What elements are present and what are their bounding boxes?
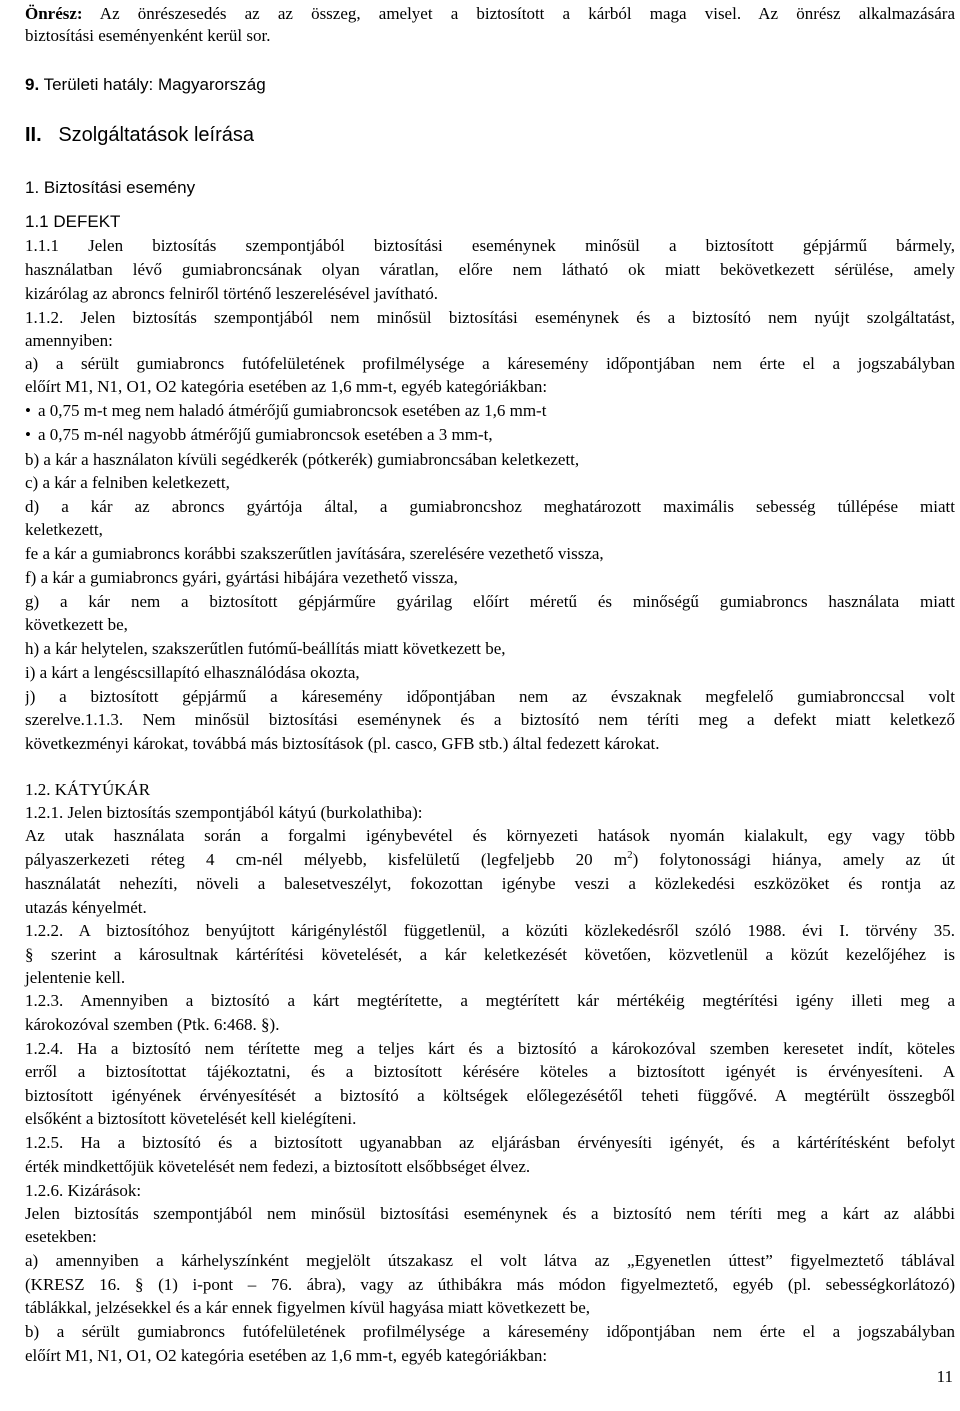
- text-line: használatban lévő gumiabroncsának olyan váratlan, előre nem látható ok miatt bekövetkezett sérülése, amely: [25, 260, 955, 279]
- text-line: 1.1.2. Jelen biztosítás szempontjából nem minősül biztosítási eseménynek és a biztosító nem nyújt szolgáltatást,: [25, 308, 955, 327]
- text-line: jelentenie kell.: [25, 968, 126, 987]
- text-line: 1.1.1 Jelen biztosítás szempontjából biztosítási eseménynek minősül a biztosított gépjármű bármely,: [25, 236, 955, 255]
- text-line: biztosítási eseményenként kerül sor.: [25, 26, 271, 45]
- text-line: kizárólag az abroncs felniről történő leszerelésével javítható.: [25, 284, 439, 303]
- text-line: 1.2. KÁTYÚKÁR: [25, 780, 151, 799]
- text-line: II. Szolgáltatások leírása: [25, 124, 255, 146]
- text-line: előírt M1, N1, O1, O2 kategória esetében az 1,6 mm-t, egyéb kategóriákban:: [25, 377, 548, 396]
- text-line: 1.2.6. Kizárások:: [25, 1181, 142, 1200]
- text-line: 1.2.3. Amennyiben a biztosító a kárt megtérítette, a megtérített kár mértékéig megtérítési igény illeti meg a: [25, 991, 955, 1010]
- text-line: b) a sérült gumiabroncs futófelületének profilmélysége a káresemény időpontjában nem érte el a jogszabályban: [25, 1322, 955, 1341]
- text-line: erről a biztosítottat tájékoztatni, és a biztosított kérésére köteles a biztosított igényét is érvényesíteni. A: [25, 1062, 955, 1081]
- text-line: pályaszerkezeti réteg 4 cm-nél mélyebb, kisfelületű (legfeljebb 20 $m^2$) folytonossági hiánya, amely az út: [25, 849, 955, 869]
- text-line: 1.2.5. Ha a biztosító és a biztosított ugyanabban az eljárásban érvényesíti igényét, és a kártérítésként befolyt: [25, 1133, 955, 1152]
- text-line: Az utak használata során a forgalmi igénybevétel és környezeti hatások nyomán kialakult, egy vagy több: [25, 826, 955, 845]
- text-line: keletkezett,: [25, 520, 103, 539]
- text-line: biztosított igényének érvényesítését a biztosító a költségek előlegezésétől teheti függővé. A megtérült összegből: [25, 1086, 955, 1105]
- text-line: 1.2.2. A biztosítóhoz benyújtott kárigényléstől függetlenül, a közúti közlekedésről szóló 1988. évi I. törvény 35.: [25, 921, 955, 940]
- text-line: esetekben:: [25, 1227, 97, 1246]
- text-line: amennyiben:: [25, 331, 113, 350]
- text-line: károkozóval szemben (Ptk. 6:468. §).: [25, 1015, 280, 1034]
- text-line: j) a biztosított gépjármű a káresemény időpontjában nem az évszaknak megfelelő gumiabronccsal volt: [25, 687, 955, 706]
- text-line: használatát nehezíti, növeli a balesetveszélyt, fokozottan igénybe veszi a közlekedési eszközöket és rontja az: [25, 874, 955, 893]
- text-line: következett be,: [25, 615, 128, 634]
- text-line: Jelen biztosítás szempontjából nem minősül biztosítási eseménynek és a biztosító nem téríti meg a kárt az alábbi: [25, 1204, 955, 1223]
- text-line: előírt M1, N1, O1, O2 kategória esetében az 1,6 mm-t, egyéb kategóriákban:: [25, 1346, 548, 1365]
- text-line: c) a kár a felniben keletkezett,: [25, 473, 230, 492]
- text-line: a) amennyiben a kárhelyszínként megjelölt útszakasz el volt látva az „Egyenetlen úttest” figyelmeztető táblával: [25, 1251, 955, 1270]
- text-line: szerelve.1.1.3. Nem minősül biztosítási eseménynek és a biztosító nem téríti meg a defekt miatt keletkező: [25, 710, 955, 729]
- text-line: következményi károkat, továbbá más biztosítások (pl. casco, GFB stb.) által fedezett károkat.: [25, 734, 660, 753]
- text-line: 1.2.1. Jelen biztosítás szempontjából kátyú (burkolathiba):: [25, 803, 423, 822]
- text-line: b) a kár a használaton kívüli segédkerék (pótkerék) gumiabroncsában keletkezett,: [25, 450, 580, 469]
- text-line: 1.2.4. Ha a biztosító nem térítette meg a teljes kárt és a biztosító a károkozóval szemben keresetet indít, köteles: [25, 1039, 955, 1058]
- text-line: (KRESZ 16. § (1) i-pont – 76. ábra), vagy az úthibákra más módon figyelmeztető, egyéb (pl. sebességkorlátozó): [25, 1275, 955, 1294]
- text-line: utazás kényelmét.: [25, 898, 147, 917]
- text-line: elsőként a biztosított követelését kell kielégíteni.: [25, 1109, 357, 1128]
- text-line: 1.1 DEFEKT: [25, 212, 121, 231]
- text-line: • a 0,75 m-t meg nem haladó átmérőjű gumiabroncsok esetében az 1,6 mm-t: [37, 400, 955, 422]
- text-line: fe a kár a gumiabroncs korábbi szakszerűtlen javítására, szerelésére vezethető vissza,: [25, 544, 604, 563]
- text-line: • a 0,75 m-nél nagyobb átmérőjű gumiabroncsok esetében a 3 mm-t,: [37, 424, 955, 446]
- page-number: 11: [936, 1367, 953, 1386]
- text-line: h) a kár helytelen, szakszerűtlen futómű-beállítás miatt következett be,: [25, 639, 506, 658]
- text-line: érték mindkettőjük követelését nem fedezi, a biztosított elsőbbséget élvez.: [25, 1157, 531, 1176]
- text-line: d) a kár az abroncs gyártója által, a gumiabroncshoz meghatározott maximális sebesség túllépése miatt: [25, 497, 955, 516]
- text-line: a) a sérült gumiabroncs futófelületének profilmélysége a káresemény időpontjában nem érte el a jogszabályban: [25, 354, 955, 373]
- text-line: g) a kár nem a biztosított gépjárműre gyárilag előírt méretű és minőségű gumiabroncs használata miatt: [25, 592, 955, 611]
- text-line: i) a kárt a lengéscsillapító elhasználódása okozta,: [25, 663, 360, 682]
- text-line: § szerint a károsultnak kártérítési követelését, a kár keletkezését követően, közvetlenül a közút kezelőjéhez is: [25, 945, 955, 964]
- text-line: táblákkal, jelzésekkel és a kár ennek figyelmen kívül hagyása miatt következett be,: [25, 1298, 591, 1317]
- text-line: 9. Területi hatály: Magyarország: [25, 75, 266, 94]
- text-line: 1. Biztosítási esemény: [25, 178, 196, 197]
- text-line: f) a kár a gumiabroncs gyári, gyártási hibájára vezethető vissza,: [25, 568, 458, 587]
- text-line: Önrész: Az önrészesedés az az összeg, amelyet a biztosított a kárból maga visel. Az önrész alkalmazására: [25, 4, 955, 23]
